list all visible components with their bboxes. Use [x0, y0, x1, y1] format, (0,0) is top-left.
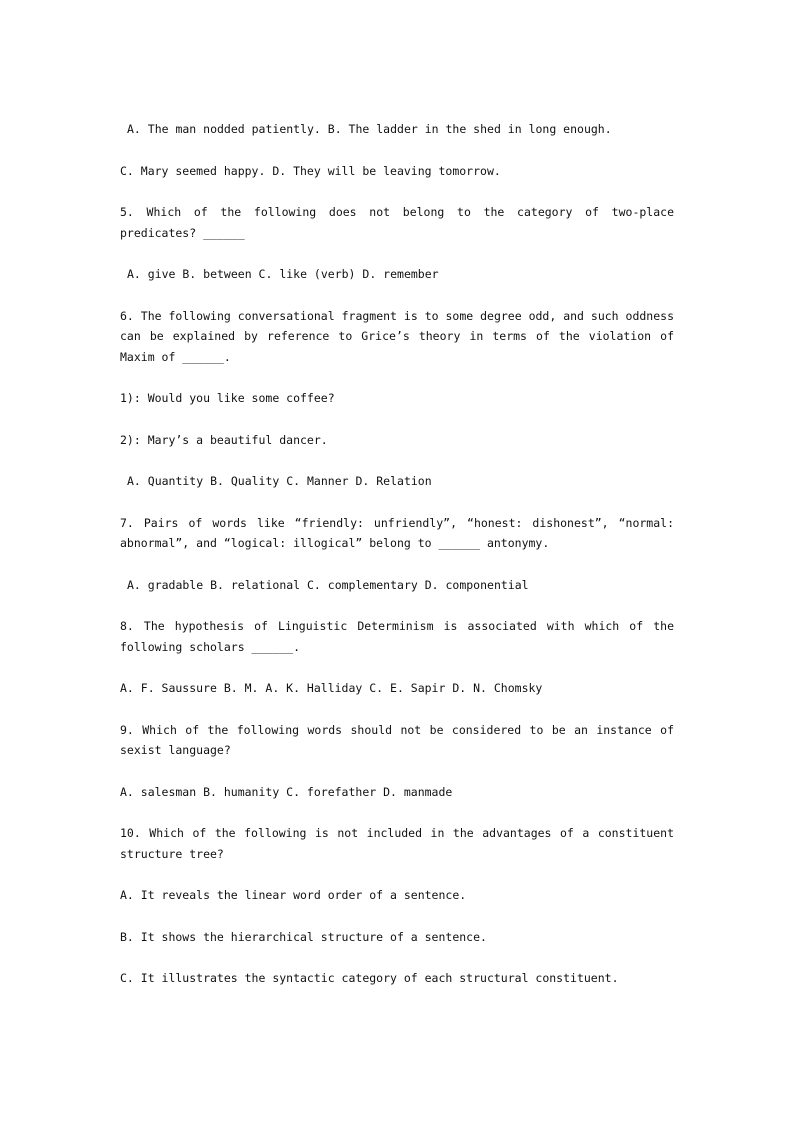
question-7-options: A. gradable B. relational C. complementary D. componential	[127, 577, 529, 592]
question-6-stem: 6. The following conversational fragment is to some degree odd, and such oddness can be explained by reference to Grice’s theory in terms of the violation of Maxim of ______.	[120, 308, 674, 364]
question-6-line-1: 1): Would you like some coffee?	[120, 391, 335, 405]
document-page	[120, 119, 674, 1010]
question-8-stem: 8. The hypothesis of Linguistic Determinism is associated with which of the following scholars ______.	[120, 619, 674, 654]
question-6-options: A. Quantity B. Quality C. Manner D. Relation	[127, 474, 432, 488]
question-4-options-ab: A. The man nodded patiently. B. The ladder in the shed in long enough.	[127, 122, 612, 136]
question-10-option-a: A. It reveals the linear word order of a sentence.	[120, 888, 467, 902]
question-10-option-b: B. It shows the hierarchical structure of a sentence.	[120, 929, 487, 944]
question-10-stem: 10. Which of the following is not included in the advantages of a constituent structure tree?	[120, 826, 674, 861]
question-4-options-cd: C. Mary seemed happy. D. They will be leaving tomorrow.	[120, 163, 501, 178]
question-8-options: A. F. Saussure B. M. A. K. Halliday C. E. Sapir D. N. Chomsky	[120, 681, 543, 695]
question-9-options: A. salesman B. humanity C. forefather D. manmade	[120, 784, 453, 799]
question-9-stem: 9. Which of the following words should not be considered to be an instance of sexist language?	[120, 722, 674, 757]
question-7-stem: 7. Pairs of words like “friendly: unfriendly”, “honest: dishonest”, “normal: abnormal”, and “logical: illogical” belong to ______ antonymy.	[120, 515, 674, 550]
question-5-options: A. give B. between C. like (verb) D. remember	[127, 267, 439, 281]
question-10-option-c: C. It illustrates the syntactic category of each structural constituent.	[120, 971, 619, 985]
question-6-line-2: 2): Mary’s a beautiful dancer.	[120, 432, 328, 447]
question-5-stem: 5. Which of the following does not belong to the category of two-place predicates? ______	[120, 205, 674, 240]
